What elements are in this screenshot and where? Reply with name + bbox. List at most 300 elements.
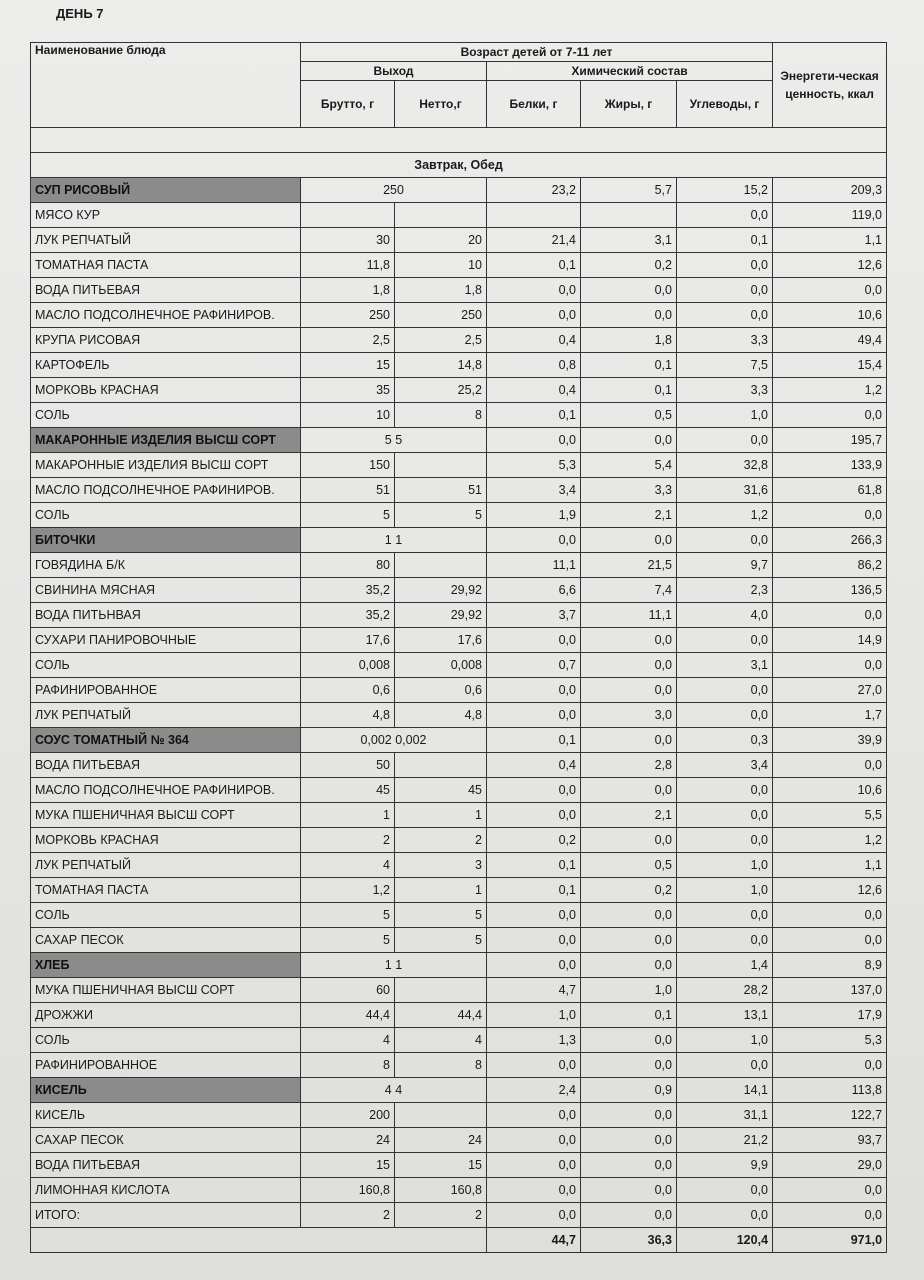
carbs-cell: 0,0 <box>677 528 773 553</box>
fat-cell: 2,1 <box>581 503 677 528</box>
netto-cell: 45 <box>395 778 487 803</box>
netto-cell: 44,4 <box>395 1003 487 1028</box>
ingredient-name: СУХАРИ ПАНИРОВОЧНЫЕ <box>31 628 301 653</box>
carbs-cell: 3,3 <box>677 328 773 353</box>
carbs-cell: 3,4 <box>677 753 773 778</box>
header-dish-name: Наименование блюда <box>31 43 301 128</box>
fat-cell: 0,0 <box>581 1028 677 1053</box>
brutto-cell: 15 <box>301 1153 395 1178</box>
brutto-cell: 30 <box>301 228 395 253</box>
energy-cell: 5,3 <box>773 1028 887 1053</box>
energy-cell: 86,2 <box>773 553 887 578</box>
total-fat: 36,3 <box>581 1228 677 1253</box>
fat-cell: 0,0 <box>581 828 677 853</box>
fat-cell: 0,5 <box>581 403 677 428</box>
ingredient-row <box>31 328 887 353</box>
totals-spacer <box>31 1228 487 1253</box>
brutto-cell: 0,008 <box>301 653 395 678</box>
fat-cell: 0,0 <box>581 278 677 303</box>
energy-cell: 14,9 <box>773 628 887 653</box>
protein-cell: 0,0 <box>487 303 581 328</box>
ingredient-name: ИТОГО: <box>31 1203 301 1228</box>
netto-cell <box>395 753 487 778</box>
ingredient-name: СОЛЬ <box>31 903 301 928</box>
protein-cell: 0,2 <box>487 828 581 853</box>
brutto-cell: 2,5 <box>301 328 395 353</box>
protein-cell: 0,0 <box>487 703 581 728</box>
fat-cell: 3,1 <box>581 228 677 253</box>
ingredient-row <box>31 853 887 878</box>
dish-output: 250 <box>301 178 487 203</box>
protein-cell: 0,1 <box>487 403 581 428</box>
dish-row <box>31 1078 887 1103</box>
brutto-cell: 35 <box>301 378 395 403</box>
ingredient-row <box>31 503 887 528</box>
header-energy: Энергети-ческая ценность, ккал <box>773 43 887 128</box>
energy-cell: 0,0 <box>773 928 887 953</box>
ingredient-row <box>31 303 887 328</box>
fat-cell: 0,0 <box>581 428 677 453</box>
protein-cell: 23,2 <box>487 178 581 203</box>
carbs-cell: 13,1 <box>677 1003 773 1028</box>
energy-cell: 0,0 <box>773 903 887 928</box>
ingredient-row <box>31 928 887 953</box>
ingredient-row <box>31 203 887 228</box>
brutto-cell: 1,8 <box>301 278 395 303</box>
header-brutto: Брутто, г <box>301 81 395 128</box>
brutto-cell: 35,2 <box>301 603 395 628</box>
carbs-cell: 0,0 <box>677 678 773 703</box>
netto-cell: 14,8 <box>395 353 487 378</box>
energy-cell: 17,9 <box>773 1003 887 1028</box>
protein-cell <box>487 203 581 228</box>
fat-cell: 5,7 <box>581 178 677 203</box>
fat-cell: 1,0 <box>581 978 677 1003</box>
energy-cell: 195,7 <box>773 428 887 453</box>
meal-section-row <box>31 153 887 178</box>
ingredient-row <box>31 653 887 678</box>
fat-cell: 0,2 <box>581 878 677 903</box>
protein-cell: 0,0 <box>487 1178 581 1203</box>
ingredient-row <box>31 1153 887 1178</box>
protein-cell: 0,0 <box>487 903 581 928</box>
energy-cell: 0,0 <box>773 1203 887 1228</box>
carbs-cell: 0,0 <box>677 1178 773 1203</box>
carbs-cell: 0,0 <box>677 828 773 853</box>
ingredient-row <box>31 1003 887 1028</box>
total-carbs: 120,4 <box>677 1228 773 1253</box>
energy-cell: 0,0 <box>773 603 887 628</box>
protein-cell: 0,0 <box>487 428 581 453</box>
netto-cell: 15 <box>395 1153 487 1178</box>
fat-cell: 1,8 <box>581 328 677 353</box>
brutto-cell: 5 <box>301 503 395 528</box>
brutto-cell: 10 <box>301 403 395 428</box>
brutto-cell: 51 <box>301 478 395 503</box>
carbs-cell: 2,3 <box>677 578 773 603</box>
ingredient-row <box>31 228 887 253</box>
ingredient-row <box>31 628 887 653</box>
netto-cell: 1 <box>395 878 487 903</box>
protein-cell: 0,0 <box>487 528 581 553</box>
protein-cell: 0,0 <box>487 1153 581 1178</box>
protein-cell: 0,0 <box>487 778 581 803</box>
menu-table <box>30 42 887 1253</box>
ingredient-row <box>31 828 887 853</box>
ingredient-name: САХАР ПЕСОК <box>31 928 301 953</box>
ingredient-row <box>31 778 887 803</box>
ingredient-name: ТОМАТНАЯ ПАСТА <box>31 253 301 278</box>
brutto-cell: 4,8 <box>301 703 395 728</box>
fat-cell: 0,0 <box>581 303 677 328</box>
carbs-cell: 3,3 <box>677 378 773 403</box>
brutto-cell: 4 <box>301 853 395 878</box>
total-energy: 971,0 <box>773 1228 887 1253</box>
carbs-cell: 0,0 <box>677 303 773 328</box>
energy-cell: 0,0 <box>773 1178 887 1203</box>
dish-name: СОУС ТОМАТНЫЙ № 364 <box>31 728 301 753</box>
fat-cell: 0,9 <box>581 1078 677 1103</box>
netto-cell: 2 <box>395 828 487 853</box>
protein-cell: 0,4 <box>487 753 581 778</box>
energy-cell: 49,4 <box>773 328 887 353</box>
fat-cell: 0,0 <box>581 1103 677 1128</box>
netto-cell: 4,8 <box>395 703 487 728</box>
carbs-cell: 32,8 <box>677 453 773 478</box>
energy-cell: 10,6 <box>773 778 887 803</box>
dish-name: МАКАРОННЫЕ ИЗДЕЛИЯ ВЫСШ СОРТ <box>31 428 301 453</box>
ingredient-name: ДРОЖЖИ <box>31 1003 301 1028</box>
energy-cell: 0,0 <box>773 403 887 428</box>
total-protein: 44,7 <box>487 1228 581 1253</box>
carbs-cell: 9,9 <box>677 1153 773 1178</box>
ingredient-row <box>31 478 887 503</box>
dish-name: СУП РИСОВЫЙ <box>31 178 301 203</box>
protein-cell: 0,8 <box>487 353 581 378</box>
fat-cell: 0,0 <box>581 928 677 953</box>
fat-cell: 0,1 <box>581 378 677 403</box>
protein-cell: 0,1 <box>487 253 581 278</box>
ingredient-name: КАРТОФЕЛЬ <box>31 353 301 378</box>
carbs-cell: 1,0 <box>677 403 773 428</box>
energy-cell: 12,6 <box>773 253 887 278</box>
header-protein: Белки, г <box>487 81 581 128</box>
header-netto: Нетто,г <box>395 81 487 128</box>
carbs-cell: 0,0 <box>677 278 773 303</box>
ingredient-name: СОЛЬ <box>31 1028 301 1053</box>
protein-cell: 1,0 <box>487 1003 581 1028</box>
brutto-cell: 11,8 <box>301 253 395 278</box>
protein-cell: 0,1 <box>487 878 581 903</box>
ingredient-row <box>31 678 887 703</box>
energy-cell: 122,7 <box>773 1103 887 1128</box>
carbs-cell: 1,0 <box>677 878 773 903</box>
carbs-cell: 28,2 <box>677 978 773 1003</box>
brutto-cell: 8 <box>301 1053 395 1078</box>
carbs-cell: 14,1 <box>677 1078 773 1103</box>
ingredient-name: КИСЕЛЬ <box>31 1103 301 1128</box>
protein-cell: 6,6 <box>487 578 581 603</box>
ingredient-row <box>31 1103 887 1128</box>
brutto-cell: 200 <box>301 1103 395 1128</box>
fat-cell: 0,1 <box>581 353 677 378</box>
ingredient-name: МОРКОВЬ КРАСНАЯ <box>31 378 301 403</box>
carbs-cell: 3,1 <box>677 653 773 678</box>
protein-cell: 5,3 <box>487 453 581 478</box>
netto-cell: 10 <box>395 253 487 278</box>
fat-cell <box>581 203 677 228</box>
energy-cell: 133,9 <box>773 453 887 478</box>
ingredient-name: ЛУК РЕПЧАТЫЙ <box>31 703 301 728</box>
carbs-cell: 0,0 <box>677 703 773 728</box>
dish-name: ХЛЕБ <box>31 953 301 978</box>
carbs-cell: 0,0 <box>677 1053 773 1078</box>
energy-cell: 209,3 <box>773 178 887 203</box>
ingredient-name: МАКАРОННЫЕ ИЗДЕЛИЯ ВЫСШ СОРТ <box>31 453 301 478</box>
ingredient-name: РАФИНИРОВАННОЕ <box>31 678 301 703</box>
ingredient-name: ВОДА ПИТЬНВАЯ <box>31 603 301 628</box>
ingredient-name: СОЛЬ <box>31 503 301 528</box>
ingredient-name: ЛИМОННАЯ КИСЛОТА <box>31 1178 301 1203</box>
dish-row <box>31 953 887 978</box>
brutto-cell: 50 <box>301 753 395 778</box>
totals-row <box>31 1228 887 1253</box>
brutto-cell: 5 <box>301 928 395 953</box>
netto-cell: 51 <box>395 478 487 503</box>
protein-cell: 0,1 <box>487 853 581 878</box>
fat-cell: 0,5 <box>581 853 677 878</box>
dish-name: КИСЕЛЬ <box>31 1078 301 1103</box>
header-carbs: Углеводы, г <box>677 81 773 128</box>
fat-cell: 0,0 <box>581 953 677 978</box>
dish-name: БИТОЧКИ <box>31 528 301 553</box>
ingredient-name: САХАР ПЕСОК <box>31 1128 301 1153</box>
energy-cell: 93,7 <box>773 1128 887 1153</box>
ingredient-name: СОЛЬ <box>31 403 301 428</box>
dish-output: 0,002 0,002 <box>301 728 487 753</box>
netto-cell <box>395 1103 487 1128</box>
netto-cell: 8 <box>395 403 487 428</box>
carbs-cell: 0,0 <box>677 928 773 953</box>
netto-cell: 20 <box>395 228 487 253</box>
carbs-cell: 15,2 <box>677 178 773 203</box>
ingredient-row <box>31 703 887 728</box>
netto-cell: 4 <box>395 1028 487 1053</box>
energy-cell: 15,4 <box>773 353 887 378</box>
protein-cell: 0,0 <box>487 678 581 703</box>
carbs-cell: 0,0 <box>677 253 773 278</box>
netto-cell: 0,008 <box>395 653 487 678</box>
netto-cell: 5 <box>395 503 487 528</box>
protein-cell: 4,7 <box>487 978 581 1003</box>
energy-cell: 12,6 <box>773 878 887 903</box>
fat-cell: 5,4 <box>581 453 677 478</box>
energy-cell: 1,2 <box>773 828 887 853</box>
energy-cell: 39,9 <box>773 728 887 753</box>
netto-cell <box>395 203 487 228</box>
fat-cell: 0,0 <box>581 1178 677 1203</box>
protein-cell: 0,0 <box>487 1053 581 1078</box>
dish-row <box>31 428 887 453</box>
brutto-cell: 35,2 <box>301 578 395 603</box>
carbs-cell: 0,0 <box>677 1203 773 1228</box>
carbs-cell: 0,0 <box>677 903 773 928</box>
carbs-cell: 1,4 <box>677 953 773 978</box>
energy-cell: 1,1 <box>773 853 887 878</box>
fat-cell: 3,3 <box>581 478 677 503</box>
ingredient-row <box>31 553 887 578</box>
ingredient-name: КРУПА РИСОВАЯ <box>31 328 301 353</box>
protein-cell: 0,0 <box>487 803 581 828</box>
ingredient-row <box>31 903 887 928</box>
ingredient-name: ТОМАТНАЯ ПАСТА <box>31 878 301 903</box>
protein-cell: 2,4 <box>487 1078 581 1103</box>
protein-cell: 1,3 <box>487 1028 581 1053</box>
fat-cell: 0,0 <box>581 1053 677 1078</box>
netto-cell: 0,6 <box>395 678 487 703</box>
energy-cell: 0,0 <box>773 278 887 303</box>
brutto-cell: 2 <box>301 828 395 853</box>
netto-cell: 3 <box>395 853 487 878</box>
brutto-cell: 15 <box>301 353 395 378</box>
protein-cell: 21,4 <box>487 228 581 253</box>
dish-output: 5 5 <box>301 428 487 453</box>
fat-cell: 0,0 <box>581 653 677 678</box>
brutto-cell: 44,4 <box>301 1003 395 1028</box>
ingredient-row <box>31 1053 887 1078</box>
ingredient-name: ГОВЯДИНА Б/К <box>31 553 301 578</box>
brutto-cell: 1 <box>301 803 395 828</box>
header-fat: Жиры, г <box>581 81 677 128</box>
protein-cell: 3,4 <box>487 478 581 503</box>
brutto-cell: 17,6 <box>301 628 395 653</box>
protein-cell: 0,0 <box>487 278 581 303</box>
fat-cell: 0,1 <box>581 1003 677 1028</box>
brutto-cell: 160,8 <box>301 1178 395 1203</box>
ingredient-row <box>31 1128 887 1153</box>
netto-cell: 5 <box>395 903 487 928</box>
brutto-cell: 250 <box>301 303 395 328</box>
carbs-cell: 1,0 <box>677 853 773 878</box>
brutto-cell: 1,2 <box>301 878 395 903</box>
ingredient-row <box>31 803 887 828</box>
carbs-cell: 0,0 <box>677 203 773 228</box>
ingredient-name: МАСЛО ПОДСОЛНЕЧНОЕ РАФИНИРОВ. <box>31 778 301 803</box>
carbs-cell: 31,1 <box>677 1103 773 1128</box>
energy-cell: 0,0 <box>773 653 887 678</box>
protein-cell: 0,7 <box>487 653 581 678</box>
protein-cell: 3,7 <box>487 603 581 628</box>
netto-cell: 250 <box>395 303 487 328</box>
fat-cell: 0,0 <box>581 678 677 703</box>
dish-output: 1 1 <box>301 953 487 978</box>
brutto-cell: 4 <box>301 1028 395 1053</box>
protein-cell: 0,0 <box>487 928 581 953</box>
netto-cell: 1 <box>395 803 487 828</box>
ingredient-name: ЛУК РЕПЧАТЫЙ <box>31 228 301 253</box>
protein-cell: 0,0 <box>487 1203 581 1228</box>
energy-cell: 0,0 <box>773 503 887 528</box>
energy-cell: 113,8 <box>773 1078 887 1103</box>
protein-cell: 0,0 <box>487 953 581 978</box>
fat-cell: 0,0 <box>581 528 677 553</box>
fat-cell: 0,0 <box>581 1153 677 1178</box>
ingredient-row <box>31 1028 887 1053</box>
energy-cell: 8,9 <box>773 953 887 978</box>
brutto-cell: 45 <box>301 778 395 803</box>
carbs-cell: 1,0 <box>677 1028 773 1053</box>
fat-cell: 2,8 <box>581 753 677 778</box>
fat-cell: 0,0 <box>581 1203 677 1228</box>
netto-cell: 2,5 <box>395 328 487 353</box>
ingredient-name: МАСЛО ПОДСОЛНЕЧНОЕ РАФИНИРОВ. <box>31 478 301 503</box>
menu-body <box>31 128 887 1253</box>
dish-output: 4 4 <box>301 1078 487 1103</box>
brutto-cell: 2 <box>301 1203 395 1228</box>
protein-cell: 11,1 <box>487 553 581 578</box>
protein-cell: 0,4 <box>487 378 581 403</box>
netto-cell: 8 <box>395 1053 487 1078</box>
netto-cell: 24 <box>395 1128 487 1153</box>
fat-cell: 2,1 <box>581 803 677 828</box>
ingredient-name: МЯСО КУР <box>31 203 301 228</box>
fat-cell: 0,0 <box>581 628 677 653</box>
fat-cell: 0,0 <box>581 1128 677 1153</box>
ingredient-name: МАСЛО ПОДСОЛНЕЧНОЕ РАФИНИРОВ. <box>31 303 301 328</box>
ingredient-row <box>31 978 887 1003</box>
fat-cell: 21,5 <box>581 553 677 578</box>
energy-cell: 1,7 <box>773 703 887 728</box>
protein-cell: 0,0 <box>487 1103 581 1128</box>
carbs-cell: 0,0 <box>677 803 773 828</box>
brutto-cell: 60 <box>301 978 395 1003</box>
fat-cell: 0,2 <box>581 253 677 278</box>
carbs-cell: 7,5 <box>677 353 773 378</box>
day-title: ДЕНЬ 7 <box>56 6 104 21</box>
protein-cell: 0,1 <box>487 728 581 753</box>
carbs-cell: 21,2 <box>677 1128 773 1153</box>
protein-cell: 1,9 <box>487 503 581 528</box>
fat-cell: 0,0 <box>581 903 677 928</box>
ingredient-row <box>31 1203 887 1228</box>
netto-cell: 5 <box>395 928 487 953</box>
netto-cell: 17,6 <box>395 628 487 653</box>
protein-cell: 0,4 <box>487 328 581 353</box>
energy-cell: 61,8 <box>773 478 887 503</box>
energy-cell: 10,6 <box>773 303 887 328</box>
ingredient-row <box>31 253 887 278</box>
carbs-cell: 0,0 <box>677 628 773 653</box>
netto-cell <box>395 453 487 478</box>
ingredient-row <box>31 878 887 903</box>
brutto-cell: 0,6 <box>301 678 395 703</box>
netto-cell: 25,2 <box>395 378 487 403</box>
ingredient-name: МУКА ПШЕНИЧНАЯ ВЫСШ СОРТ <box>31 978 301 1003</box>
ingredient-name: ВОДА ПИТЬЕВАЯ <box>31 1153 301 1178</box>
ingredient-row <box>31 453 887 478</box>
ingredient-name: СОЛЬ <box>31 653 301 678</box>
ingredient-row <box>31 753 887 778</box>
brutto-cell: 150 <box>301 453 395 478</box>
fat-cell: 7,4 <box>581 578 677 603</box>
carbs-cell: 1,2 <box>677 503 773 528</box>
ingredient-name: ВОДА ПИТЬЕВАЯ <box>31 753 301 778</box>
protein-cell: 0,0 <box>487 628 581 653</box>
energy-cell: 1,2 <box>773 378 887 403</box>
header-chemical-composition: Химический состав <box>487 62 773 81</box>
energy-cell: 1,1 <box>773 228 887 253</box>
energy-cell: 29,0 <box>773 1153 887 1178</box>
